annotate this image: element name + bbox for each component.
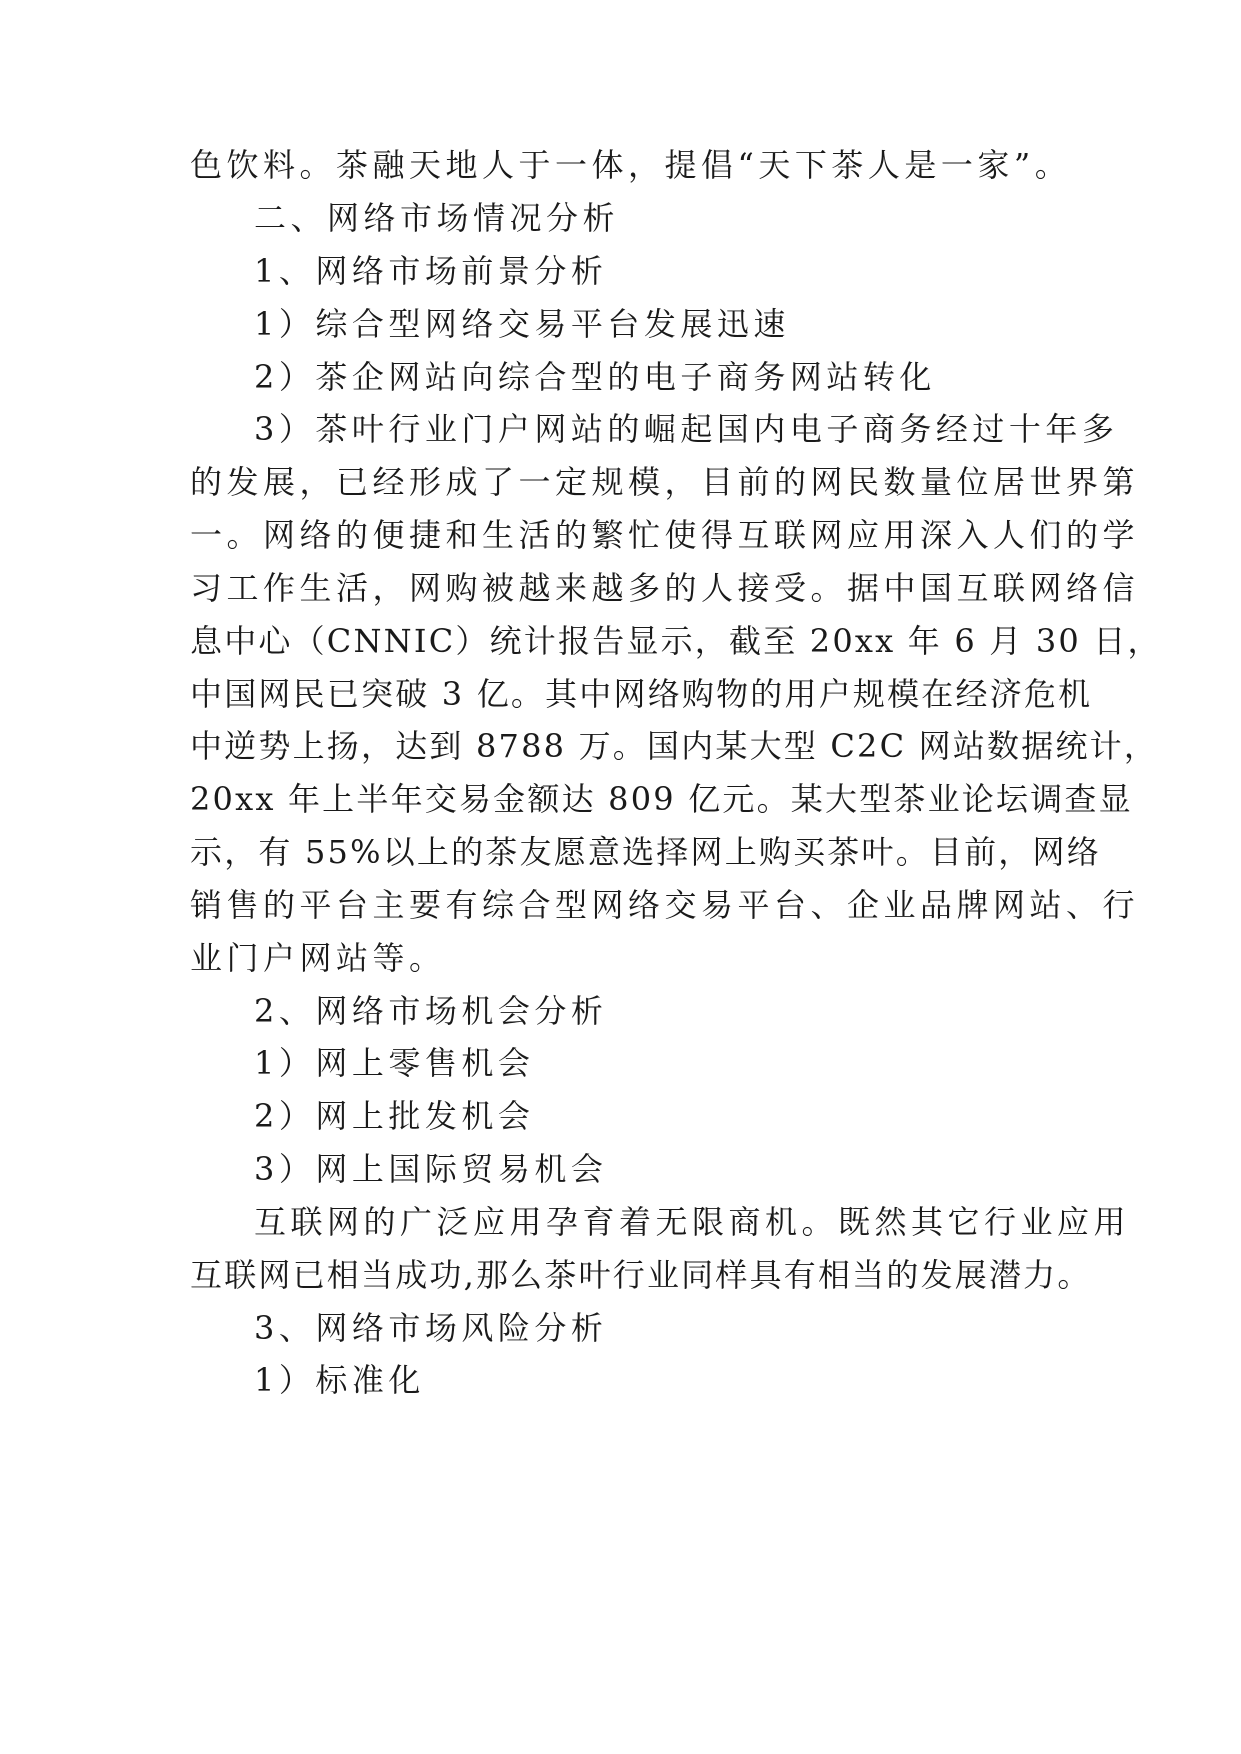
paragraph-line: 互联网已相当成功,那么茶叶行业同样具有相当的发展潜力。 [190, 1256, 1092, 1294]
subsection-heading: 3、网络市场风险分析 [254, 1309, 608, 1347]
paragraph-line: 业门户网站等。 [190, 939, 446, 977]
list-item: 2）茶企网站向综合型的电子商务网站转化 [254, 358, 936, 396]
paragraph-line: 息中心（CNNIC）统计报告显示，截至 20xx 年 6 月 30 日， [190, 622, 1162, 660]
list-item: 1）标准化 [254, 1361, 425, 1399]
paragraph-line: 色饮料。茶融天地人于一体，提倡“天下茶人是一家”。 [190, 146, 1072, 184]
paragraph-line: 20xx 年上半年交易金额达 809 亿元。某大型茶业论坛调查显 [190, 780, 1133, 818]
list-item: 1）网上零售机会 [254, 1044, 535, 1082]
list-item: 1）综合型网络交易平台发展迅速 [254, 305, 790, 343]
paragraph-line: 中国网民已突破 3 亿。其中网络购物的用户规模在经济危机 [190, 675, 1093, 713]
paragraph-line: 销售的平台主要有综合型网络交易平台、企业品牌网站、行 [190, 886, 1140, 924]
paragraph-line: 的发展，已经形成了一定规模，目前的网民数量位居世界第 [190, 463, 1140, 501]
paragraph-line: 一。网络的便捷和生活的繁忙使得互联网应用深入人们的学 [190, 516, 1140, 554]
list-item: 2）网上批发机会 [254, 1097, 535, 1135]
paragraph-line: 中逆势上扬，达到 8788 万。国内某大型 C2C 网站数据统计， [190, 727, 1159, 765]
section-heading: 二、网络市场情况分析 [254, 199, 620, 237]
list-item: 3）茶叶行业门户网站的崛起国内电子商务经过十年多 [254, 410, 1119, 448]
paragraph-line: 习工作生活，网购被越来越多的人接受。据中国互联网络信 [190, 569, 1140, 607]
subsection-heading: 1、网络市场前景分析 [254, 252, 608, 290]
paragraph-line: 示，有 55%以上的茶友愿意选择网上购买茶叶。目前，网络 [190, 833, 1101, 871]
subsection-heading: 2、网络市场机会分析 [254, 992, 608, 1030]
list-item: 3）网上国际贸易机会 [254, 1150, 608, 1188]
paragraph-line: 互联网的广泛应用孕育着无限商机。既然其它行业应用 [254, 1203, 1131, 1241]
